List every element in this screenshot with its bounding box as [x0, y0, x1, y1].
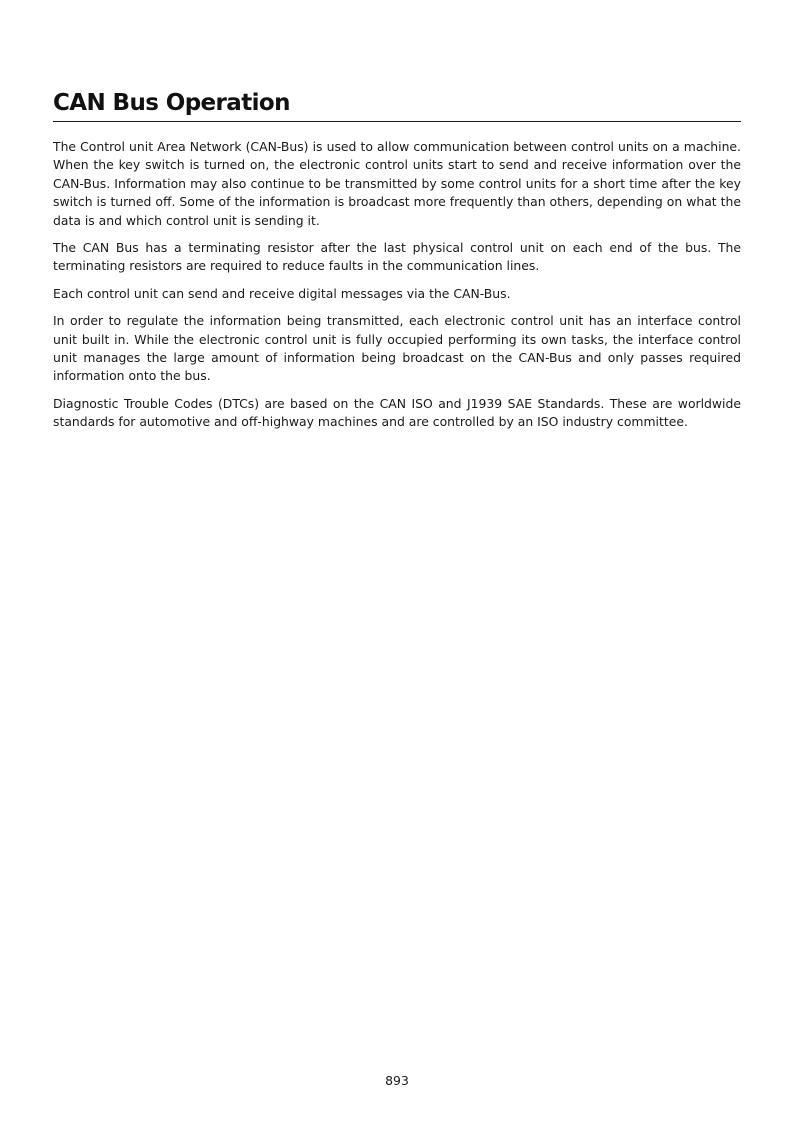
paragraph-digital-messages: Each control unit can send and receive digital messages via the CAN-Bus. [53, 285, 511, 301]
paragraph-diagnostic-trouble-codes: Diagnostic Trouble Codes (DTCs) are based on the CAN ISO and J1939 SAE Standards. These are worldwide standards for automotive and off-highway machines and are controlled by an ISO industry committee. [53, 395, 741, 430]
paragraph-interface-control-unit: In order to regulate the information being transmitted, each electronic control unit has an interface control unit built in. While the electronic control unit is fully occupied performing its own tasks, the interface control unit manages the large amount of information being broadcast on the CAN-Bus and only passes required information onto the bus. [53, 313, 741, 384]
page-content [53, 88, 741, 441]
page-number: 893 [385, 1073, 409, 1088]
paragraph-can-bus-overview: The Control unit Area Network (CAN-Bus) is used to allow communication between control units on a machine. When the key switch is turned on, the electronic control units start to send and receive information over the CAN-Bus. Information may also continue to be transmitted by some control units for a short time after the key switch is turned off. Some of the information is broadcast more frequently than others, depending on what the data is and which control unit is sending it. [53, 139, 741, 228]
section-title: CAN Bus Operation [53, 88, 741, 122]
body-text [53, 138, 741, 432]
paragraph-terminating-resistor: The CAN Bus has a terminating resistor after the last physical control unit on each end of the bus. The terminating resistors are required to reduce faults in the communication lines. [53, 240, 741, 274]
